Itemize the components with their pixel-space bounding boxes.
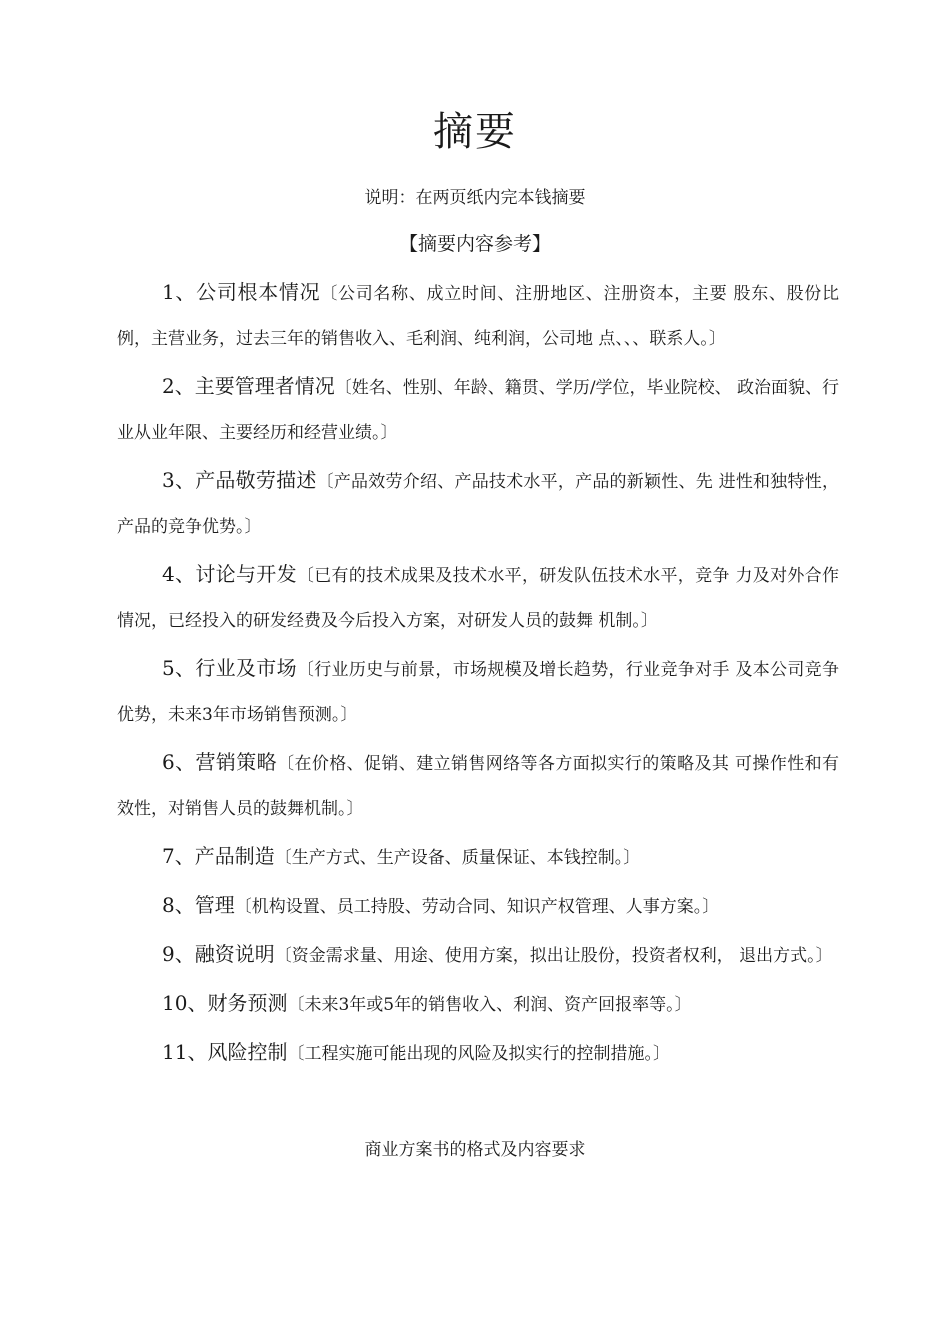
item-heading: 7、产品制造 xyxy=(162,844,275,868)
item-heading: 1、公司根本情况 xyxy=(162,280,321,304)
summary-item xyxy=(117,646,839,738)
item-body: 〔已有的技术成果及技术水平，研发队伍技术水平，竞争 力及对外合作情况，已经投入的研发经费及今后投入方案，对研发人员的鼓舞 机制。〕 xyxy=(117,566,839,631)
item-heading: 5、行业及市场 xyxy=(162,656,297,680)
item-body: 〔工程实施可能出现的风险及拟实行的控制措施。〕 xyxy=(287,1044,670,1064)
summary-item xyxy=(117,364,839,456)
summary-item xyxy=(117,458,839,550)
item-body: 〔机构设置、员工持股、劳动合同、知识产权管理、人事方案。〕 xyxy=(234,897,720,917)
item-body: 〔姓名、性别、年龄、籍贯、学历/学位，毕业院校、 政治面貌、行业从业年限、主要经历和经营业绩。〕 xyxy=(117,378,839,443)
item-heading: 4、讨论与开发 xyxy=(162,562,297,586)
item-heading: 2、主要管理者情况 xyxy=(162,374,335,398)
item-body: 〔未来3年或5年的销售收入、利润、资产回报率等。〕 xyxy=(287,995,692,1015)
summary-item xyxy=(117,883,839,930)
instruction-note: 说明：在两页纸内完本钱摘要 xyxy=(364,188,586,208)
item-body: 〔资金需求量、用途、使用方案，拟出让股份，投资者权利， 退出方式。〕 xyxy=(274,946,833,966)
page-title: 摘要 xyxy=(433,109,517,155)
summary-item xyxy=(117,740,839,832)
footer-heading: 商业方案书的格式及内容要求 xyxy=(364,1140,586,1160)
summary-item xyxy=(117,270,839,362)
summary-item xyxy=(117,552,839,644)
item-body: 〔公司名称、成立时间、注册地区、注册资本，主要 股东、股份比例，主营业务，过去三年的销售收入、毛利润、纯利润，公司地 点、、、联系人。〕 xyxy=(117,284,839,349)
summary-item xyxy=(117,981,839,1028)
reference-heading: 【摘要内容参考】 xyxy=(398,233,551,255)
summary-item xyxy=(117,932,839,979)
summary-items-list xyxy=(117,270,839,1079)
item-body: 〔行业历史与前景，市场规模及增长趋势，行业竞争对手 及本公司竞争优势，未来3年市场销售预测。〕 xyxy=(117,660,839,725)
summary-item xyxy=(117,1030,839,1077)
item-heading: 9、融资说明 xyxy=(162,942,275,966)
summary-item xyxy=(117,834,839,881)
item-heading: 11、风险控制 xyxy=(162,1040,288,1064)
item-heading: 3、产品敬劳描述 xyxy=(162,468,317,492)
item-body: 〔产品效劳介绍、产品技术水平，产品的新颖性、先 进性和独特性，产品的竞争优势。〕 xyxy=(117,472,839,537)
item-body: 〔在价格、促销、建立销售网络等各方面拟实行的策略及其 可操作性和有效性，对销售人员的鼓舞机制。〕 xyxy=(117,754,839,819)
item-heading: 6、营销策略 xyxy=(162,750,278,774)
item-body: 〔生产方式、生产设备、质量保证、本钱控制。〕 xyxy=(274,848,641,868)
item-heading: 8、管理 xyxy=(162,893,235,917)
item-heading: 10、财务预测 xyxy=(162,991,288,1015)
